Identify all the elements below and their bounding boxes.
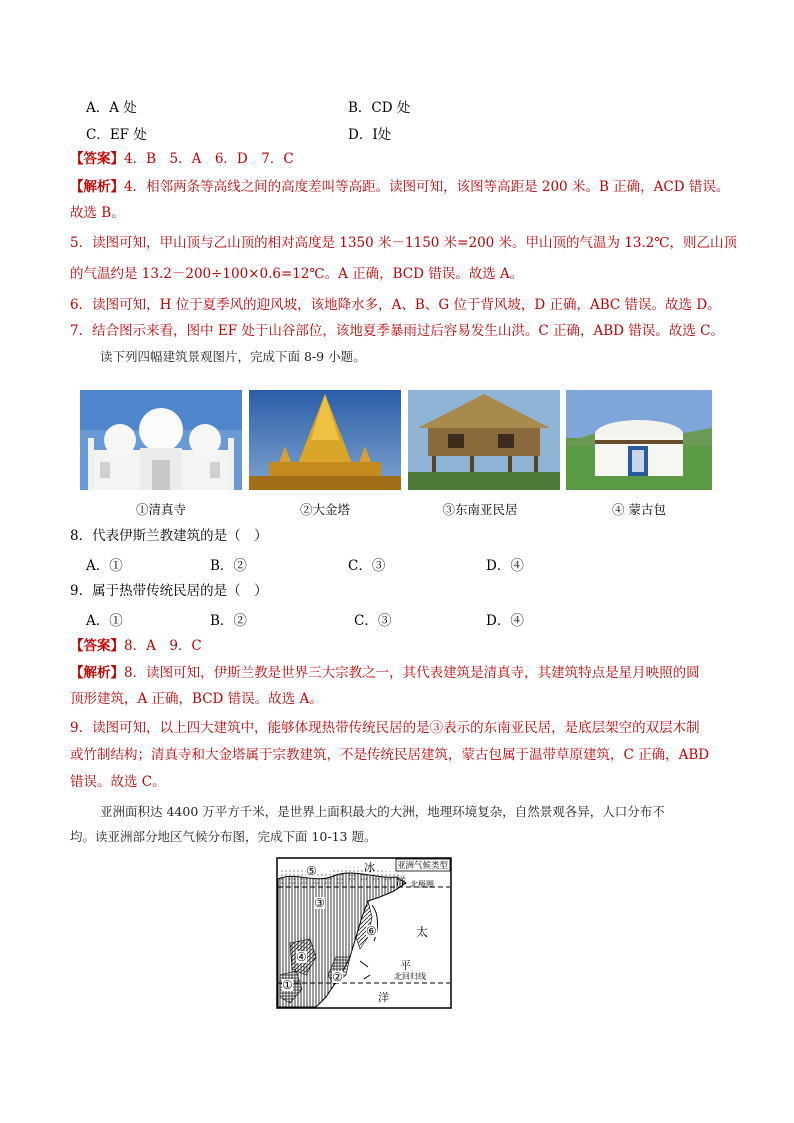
caption-pagoda: ②大金塔 xyxy=(299,502,350,517)
analysis2-line-1 xyxy=(70,664,700,682)
analysis-line-6: 7．结合图示来看，图中 EF 处于山谷部位，该地夏季暴雨过后容易发生山洪。C 正确，ABD 错误。故选 C。 xyxy=(70,323,724,339)
caption-yurt: ④ 蒙古包 xyxy=(612,502,666,517)
map-region-1: ① xyxy=(282,978,293,992)
map-label-yang-south: 洋 xyxy=(378,991,389,1004)
map-label-tropic: 北回归线 xyxy=(394,972,426,981)
map-label-ice: 冰 xyxy=(364,861,375,874)
pagoda-photo xyxy=(249,390,401,490)
analysis2-line-5: 错误。故选 C。 xyxy=(70,774,166,790)
analysis-tag: 【解析】 xyxy=(70,665,124,681)
analysis-line-5: 6．读图可知，H 位于夏季风的迎风坡，该地降水多，A、B、G 位于背风坡，D 正确，ABC 错误。故选 D。 xyxy=(70,297,721,313)
asia-climate-map xyxy=(276,857,452,1009)
analysis-line-4: 的气温约是 13.2－200÷100×0.6=12℃。A 正确，BCD 错误。故选 A。 xyxy=(70,266,524,282)
analysis2-line-2: 顶形建筑，A 正确，BCD 错误。故选 A。 xyxy=(70,691,323,707)
analysis-tag: 【解析】 xyxy=(70,179,124,195)
option-b: B．CD 处 xyxy=(348,100,411,116)
analysis-text: 8．读图可知，伊斯兰教是世界三大宗教之一，其代表建筑是清真寺，其建筑特点是星月映照的圆 xyxy=(124,665,700,681)
analysis2-line-4: 或竹制结构；清真寺和大金塔属于宗教建筑，不是传统民居建筑，蒙古包属于温带草原建筑，C 正确，ABD xyxy=(70,747,710,763)
analysis-line-1 xyxy=(70,178,729,196)
option-a: A．A 处 xyxy=(86,100,137,116)
map-region-4: ④ xyxy=(296,950,307,964)
intro-asia-1: 亚洲面积达 4400 万平方千米，是世界上面积最大的大洲，地理环境复杂，自然景观各异，人口分布不 xyxy=(100,804,665,819)
caption-stilt-house: ③东南亚民居 xyxy=(442,502,518,517)
q8-option-a: A．① xyxy=(86,558,123,574)
q9-stem: 9．属于热带传统民居的是（ ） xyxy=(70,583,268,599)
answer-line-2 xyxy=(70,637,202,655)
map-region-6: ⑥ xyxy=(366,924,377,938)
yurt-photo xyxy=(566,390,712,490)
caption-mosque: ①清真寺 xyxy=(135,502,186,517)
intro-photos: 读下列四幅建筑景观图片，完成下面 8-9 小题。 xyxy=(100,349,366,364)
answer-line-1 xyxy=(70,150,294,168)
answer-tag: 【答案】 xyxy=(70,151,124,167)
map-label-yang-north: 洋 xyxy=(396,877,406,888)
map-region-5: ⑤ xyxy=(306,864,317,878)
intro-asia-2: 均。读亚洲部分地区气候分布图，完成下面 10-13 题。 xyxy=(70,829,377,844)
analysis-line-3: 5．读图可知，甲山顶与乙山顶的相对高度是 1350 米－1150 米=200 米。甲山顶的气温为 13.2℃，则乙山顶 xyxy=(70,235,737,251)
mosque-photo xyxy=(80,390,242,490)
option-c: C．EF 处 xyxy=(86,127,147,143)
map-region-3: ③ xyxy=(314,896,325,910)
q8-option-b: B．② xyxy=(210,558,247,574)
map-label-ping: 平 xyxy=(400,959,411,972)
map-label-tai: 太 xyxy=(416,925,429,939)
map-region-2: ② xyxy=(332,970,343,984)
analysis-line-2: 故选 B。 xyxy=(70,205,125,221)
q9-option-d: D．④ xyxy=(486,613,524,629)
q8-stem: 8．代表伊斯兰教建筑的是（ ） xyxy=(70,528,268,544)
analysis-text: 4．相邻两条等高线之间的高度差叫等高距。读图可知，该图等高距是 200 米。B 正确，ACD 错误。 xyxy=(124,179,730,195)
map-legend-title: 亚洲气候类型 xyxy=(397,861,449,871)
q8-option-d: D．④ xyxy=(486,558,524,574)
answer-tag: 【答案】 xyxy=(70,638,124,654)
answer-text: 4．B 5．A 6．D 7．C xyxy=(124,151,294,167)
q9-option-b: B．② xyxy=(210,613,247,629)
q9-option-a: A．① xyxy=(86,613,123,629)
answer-text: 8．A 9．C xyxy=(124,638,202,654)
map-label-arctic-circle: 北极圈 xyxy=(410,880,434,889)
q9-option-c: C．③ xyxy=(354,613,392,629)
option-d: D．I处 xyxy=(348,127,392,143)
analysis2-line-3: 9．读图可知，以上四大建筑中，能够体现热带传统民居的是③表示的东南亚民居，是底层架空的双层木制 xyxy=(70,720,700,736)
q8-option-c: C．③ xyxy=(348,558,386,574)
stilt-house-photo xyxy=(408,390,560,490)
